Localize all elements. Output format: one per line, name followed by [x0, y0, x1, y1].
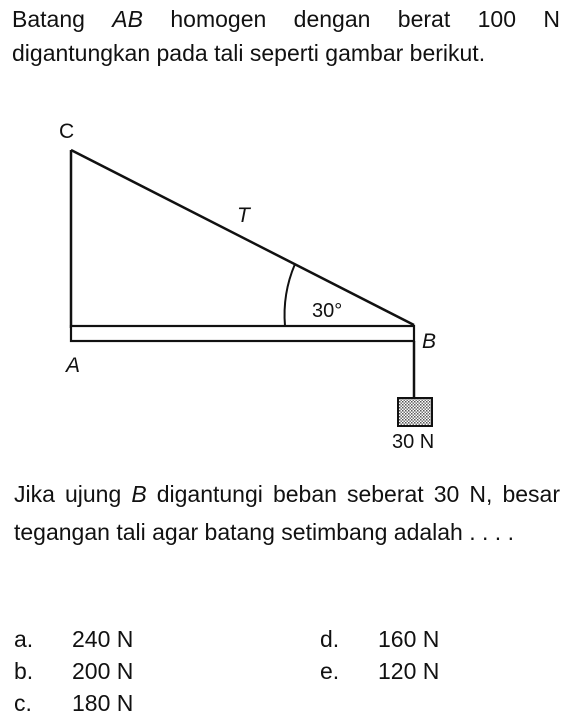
option-text: 160 N [378, 626, 440, 652]
option-letter: b. [14, 658, 34, 684]
option-letter: c. [14, 690, 32, 716]
option-d[interactable] [320, 624, 439, 654]
question-text [14, 475, 560, 551]
rod-rope-diagram [0, 110, 571, 460]
question-text-2: digantungi beban seberat 30 N, besar tegangan tali agar batang setimbang adalah . . . . [14, 481, 560, 545]
question-text-1: Jika ujung [14, 481, 132, 507]
point-b: B [131, 481, 147, 507]
label-a: A [66, 354, 81, 377]
option-b[interactable] [14, 656, 133, 686]
rod-name: AB [112, 6, 143, 32]
rod-ab [71, 326, 414, 341]
option-letter: d. [320, 626, 340, 652]
option-text: 120 N [378, 658, 440, 684]
option-letter: e. [320, 658, 340, 684]
option-c[interactable] [14, 688, 133, 718]
option-text: 180 N [72, 690, 134, 716]
rope-line [71, 150, 414, 325]
load-block [398, 398, 432, 426]
angle-arc [285, 264, 295, 326]
option-text: 240 N [72, 626, 134, 652]
problem-intro [12, 2, 560, 70]
option-a[interactable] [14, 624, 133, 654]
load-label: 30 N [392, 431, 435, 453]
option-text: 200 N [72, 658, 134, 684]
label-t: T [237, 204, 250, 227]
intro-text-2: homogen dengan berat 100 N digantungkan pada tali seperti gambar berikut. [12, 6, 560, 66]
label-b: B [422, 330, 437, 353]
angle-label: 30° [312, 300, 343, 322]
option-e[interactable] [320, 656, 439, 686]
label-c: C [59, 120, 75, 143]
intro-text-1: Batang [12, 6, 113, 32]
option-letter: a. [14, 626, 34, 652]
